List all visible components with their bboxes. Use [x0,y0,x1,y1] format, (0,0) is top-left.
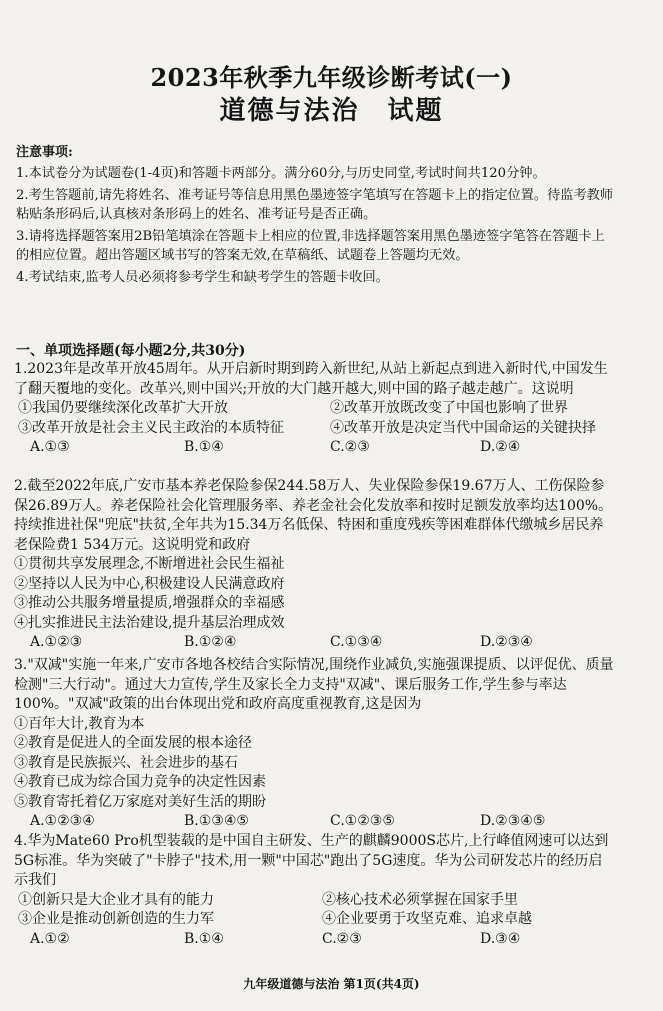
answer-choice: C.②③ [330,439,370,455]
answer-choice: B.①③④⑤ [184,813,249,829]
answer-choice: B.①④ [184,439,224,455]
question-1 [14,360,614,458]
notice-item: 2.考生答题前,请先将姓名、准考证号等信息用黑色墨迹签字笔填写在答题卡上的指定位置。待监考教师粘贴条形码后,认真核对条形码上的姓名、准考证号是否正确。 [16,188,614,222]
answer-choice: D.②③④⑤ [480,813,546,829]
option: ④教育已成为综合国力竞争的决定性因素 [14,774,266,790]
notice-item: 1.本试卷分为试题卷(1-4页)和答题卡两部分。满分60分,与历史同堂,考试时间共120分钟。 [16,166,546,181]
notice-block [16,143,616,290]
page-footer: 九年级道德与法治 第1页(共4页) [243,977,420,991]
paper-label: 试题 [387,96,444,126]
option-row [14,910,614,930]
option: ②改革开放既改变了中国也影响了世界 [330,400,568,416]
option-row [14,419,614,439]
answer-choice: A.①③ [30,439,70,455]
question-stem: 3."双减"实施一年来,广安市各地各校结合实际情况,围绕作业减负,实施强课提质、以评促优、质量检测"三大行动"。通过大力宣传,学生及家长全力支持"双减"、课后服务工作,学生参与率达100%。"双减"政策的出台体现出党和政府高度重视教育,这是因为 [14,657,614,712]
answer-choice: D.③④ [480,930,521,947]
option: ③教育是民族振兴、社会进步的基石 [14,754,238,771]
answer-choice: B.①④ [184,930,224,947]
answer-choice: A.①②③ [30,634,83,650]
option: ④企业要勇于攻坚克难、追求卓越 [322,911,532,927]
option: ④改革开放是决定当代中国命运的关键抉择 [330,419,596,436]
question-3 [14,656,614,832]
question-2 [14,477,614,653]
option: ②核心技术必须掌握在国家手里 [322,891,518,908]
exam-subtitle [0,90,663,127]
answer-choice: D.②④ [480,439,521,455]
option: ①百年大计,教育为本 [14,715,145,732]
option: ①我国仍要继续深化改革扩大开放 [18,400,228,416]
answer-row [14,438,614,458]
question-stem: 1.2023年是改革开放45周年。从开启新时期到跨入新世纪,从站上新起点到进入新时代,中国发生了翻天覆地的变化。改革兴,则中国兴;开放的大门越开越大,则中国的路子越走越广。这说明 [14,361,608,397]
answer-row [14,930,614,950]
option: ①贯彻共享发展理念,不断增进社会民生福祉 [14,556,285,572]
question-4 [14,832,614,949]
option: ③推动公共服务增量提质,增强群众的幸福感 [14,595,285,611]
question-stem: 4.华为Mate60 Pro机型装载的是中国自主研发、生产的麒麟9000S芯片,上行峰值网速可以达到5G标准。华为突破了"卡脖子"技术,用一颗"中国芯"跑出了5G速度。华为公司研发芯片的经历启示我们 [14,833,609,888]
answer-choice: D.②③④ [480,634,533,650]
answer-choice: A.①② [30,930,70,947]
notice-item: 3.请将选择题答案用2B铅笔填涂在答题卡上相应的位置,非选择题答案用黑色墨迹签字笔答在答题卡上的相应位置。超出答题区域书写的答案无效,在草稿纸、试题卷上答题均无效。 [16,229,605,263]
option: ②教育是促进人的全面发展的根本途径 [14,735,252,751]
option: ②坚持以人民为中心,积极建设人民满意政府 [14,575,285,592]
answer-row [14,812,614,832]
option-row [14,399,614,419]
exam-title: 2023年秋季九年级诊断考试(一) [150,63,513,92]
answer-choice: C.①③④ [330,634,383,650]
answer-choice: B.①②④ [184,634,237,650]
option: ①创新只是大企业才具有的能力 [18,891,214,908]
option-row [14,891,614,911]
notice-item: 4.考试结束,监考人员必须将参考学生和缺考学生的答题卡收回。 [16,270,389,285]
answer-choice: C.①②③⑤ [330,813,395,829]
answer-choice: A.①②③④ [30,813,95,829]
option: ④扎实推进民主法治建设,提升基层治理成效 [14,614,285,631]
option: ③企业是推动创新创造的生力军 [18,911,214,927]
option: ③改革开放是社会主义民主政治的本质特征 [18,419,284,436]
notice-heading: 注意事项: [16,145,73,160]
option: ⑤教育寄托着亿万家庭对美好生活的期盼 [14,793,266,810]
subject-name: 道德与法治 [219,96,360,126]
section-heading: 一、单项选择题(每小题2分,共30分) [16,343,246,359]
answer-choice: C.②③ [322,930,362,947]
answer-row [14,633,614,653]
question-stem: 2.截至2022年底,广安市基本养老保险参保244.58万人、失业保险参保19.67万人、工伤保险参保26.89万人。养老保险社会化管理服务率、养老金社会化发放率和按时足额发放率均达100%。持续推进社保"兜底"扶贫,全年共为15.34万名低保、特困和重度残疾等困难群体代缴城乡居民养老保险费1 534万元。这说明党和政府 [14,478,613,553]
